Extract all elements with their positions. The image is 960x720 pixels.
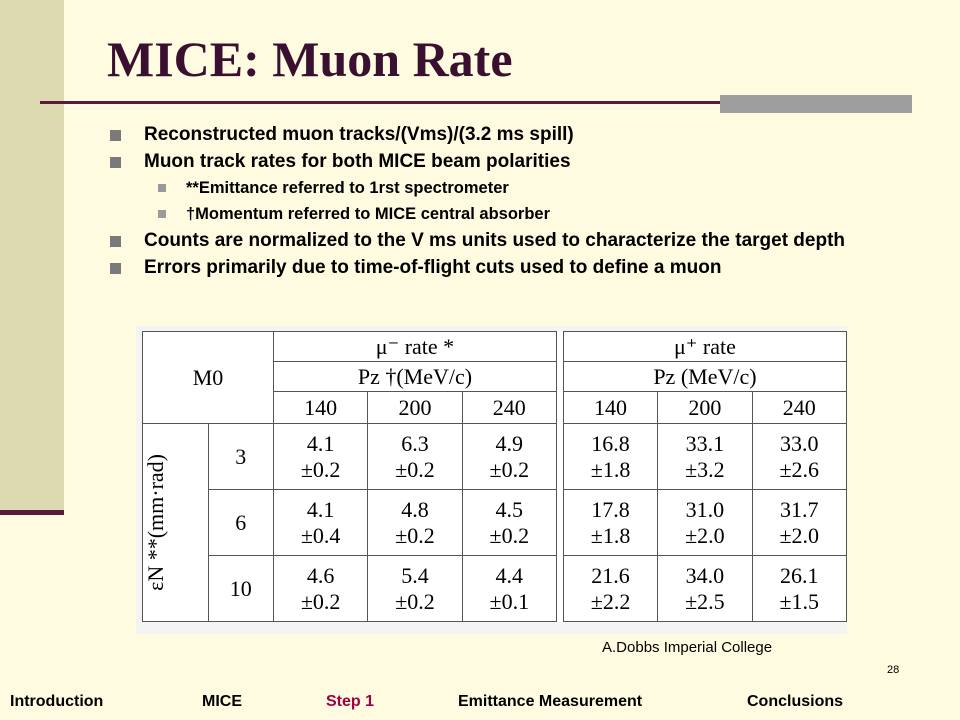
momentum-header: 200 (658, 392, 752, 424)
bullet-item: Reconstructed muon tracks/(Vms)/(3.2 ms spill) (108, 124, 898, 146)
table-cell: 17.8 ±1.8 (563, 490, 657, 556)
sidebar-accent-line (0, 510, 64, 515)
table-cell: 4.5 ±0.2 (462, 490, 556, 556)
slide-title: MICE: Muon Rate (107, 31, 513, 87)
pz-plus-header: Pz (MeV/c) (563, 362, 846, 392)
table-cell: 31.0 ±2.0 (658, 490, 752, 556)
table-cell: 4.4 ±0.1 (462, 556, 556, 622)
mu-plus-rate-header: μ⁺ rate (563, 332, 846, 362)
momentum-header: 200 (368, 392, 462, 424)
table-cell: 4.6 ±0.2 (273, 556, 367, 622)
nav-link-step-1[interactable]: Step 1 (326, 693, 375, 710)
table-cell: 34.0 ±2.5 (658, 556, 752, 622)
momentum-header: 240 (752, 392, 846, 424)
muon-rate-table-image (136, 326, 847, 634)
bullet-list (108, 124, 898, 284)
emittance-value: 10 (208, 556, 273, 622)
table-cell: 6.3 ±0.2 (368, 424, 462, 490)
table-cell: 4.9 ±0.2 (462, 424, 556, 490)
credit-text: A.Dobbs Imperial College (602, 639, 773, 656)
table-cell: 33.0 ±2.6 (752, 424, 846, 490)
table-cell: 31.7 ±2.0 (752, 490, 846, 556)
bullet-item: Errors primarily due to time-of-flight cuts used to define a muon (108, 257, 898, 279)
sub-bullet-item: **Emittance referred to 1rst spectrometer (108, 178, 898, 198)
table-cell: 26.1 ±1.5 (752, 556, 846, 622)
sidebar-decoration (0, 0, 64, 512)
emittance-value: 6 (208, 490, 273, 556)
table-cell: 4.1 ±0.2 (273, 424, 367, 490)
bullet-item: Muon track rates for both MICE beam polarities (108, 151, 898, 173)
m0-header: M0 (143, 332, 274, 424)
table-cell: 4.1 ±0.4 (273, 490, 367, 556)
table-cell: 33.1 ±3.2 (658, 424, 752, 490)
page-number: 28 (887, 664, 900, 676)
momentum-header: 140 (273, 392, 367, 424)
title-accent-block (720, 95, 912, 113)
mu-minus-rate-header: μ⁻ rate * (273, 332, 556, 362)
table-cell: 16.8 ±1.8 (563, 424, 657, 490)
bullet-item: Counts are normalized to the V ms units used to characterize the target depth (108, 230, 898, 252)
muon-rate-table (142, 331, 847, 622)
sub-bullet-item: †Momentum referred to MICE central absorber (108, 204, 898, 224)
nav-link-introduction[interactable]: Introduction (10, 693, 104, 710)
table-cell: 21.6 ±2.2 (563, 556, 657, 622)
pz-minus-header: Pz †(MeV/c) (273, 362, 556, 392)
nav-link-emittance-measurement[interactable]: Emittance Measurement (458, 693, 643, 710)
emittance-axis-label: εN **(mm·rad) (143, 424, 209, 622)
momentum-header: 240 (462, 392, 556, 424)
table-cell: 4.8 ±0.2 (368, 490, 462, 556)
nav-link-mice[interactable]: MICE (202, 693, 242, 710)
nav-link-conclusions[interactable]: Conclusions (747, 693, 844, 710)
momentum-header: 140 (563, 392, 657, 424)
emittance-value: 3 (208, 424, 273, 490)
table-cell: 5.4 ±0.2 (368, 556, 462, 622)
